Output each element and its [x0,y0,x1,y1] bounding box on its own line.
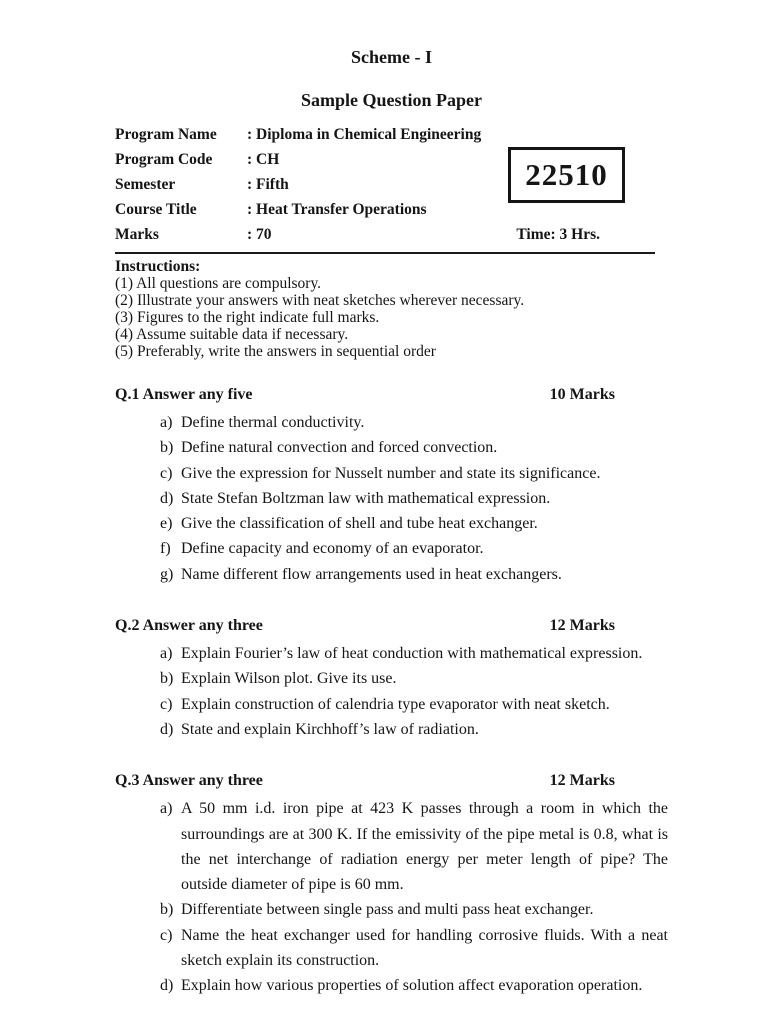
instruction-item: (4) Assume suitable data if necessary. [115,326,349,343]
question-item-label: d) [160,720,174,738]
question-item-label: g) [160,565,174,583]
question-item-label: a) [160,800,173,818]
question-item [160,923,668,974]
question-item-list [160,410,668,587]
question-item-label: b) [160,670,174,688]
question-header [115,768,668,793]
meta-value: : Heat Transfer Operations [247,201,427,218]
question-item-list [160,641,668,742]
question-item-text: Explain Wilson plot. Give its use. [181,670,397,688]
question-item [160,897,668,922]
question-heading: Q.2 Answer any three [115,617,263,635]
question-item-text: Give the expression for Nusselt number and state its significance. [181,464,601,482]
question-item [160,692,668,717]
question-item-text: Explain Fourier’s law of heat conduction with mathematical expression. [181,645,643,663]
question-item-label: c) [160,464,173,482]
question-item-label: e) [160,515,173,533]
question-item-text: State Stefan Boltzman law with mathematical expression. [181,489,551,507]
question-item [160,973,668,998]
instruction-item: (5) Preferably, write the answers in sequential order [115,343,436,360]
question-item-label: f) [160,540,171,558]
instruction-item: (1) All questions are compulsory. [115,275,322,292]
question-item-text: Define natural convection and forced convection. [181,439,498,457]
question-item [160,536,668,561]
meta-row-marks [115,222,668,247]
question-item [160,461,668,486]
question-item [160,511,668,536]
question-item [160,410,668,435]
question-item-label: b) [160,901,174,919]
question-item [160,435,668,460]
meta-label: Program Name [115,126,217,143]
question-marks: 12 Marks [549,617,615,635]
question-heading: Q.1 Answer any five [115,386,253,403]
meta-label: Course Title [115,201,197,218]
meta-value: : Diploma in Chemical Engineering [247,126,482,143]
question-item-label: a) [160,414,173,431]
meta-row-program-name [115,122,668,147]
question-item-label: d) [160,489,174,507]
course-code: 22510 [525,157,608,192]
question-item-label: c) [160,695,173,713]
question-item-text: Explain construction of calendria type evaporator with neat sketch. [181,695,610,713]
question-item-label: a) [160,645,173,663]
question-marks: 10 Marks [549,386,615,403]
question-item-text: Define thermal conductivity. [181,414,365,431]
question-header [115,382,668,407]
meta-label: Semester [115,176,176,193]
question-item [160,486,668,511]
question-item-text: Differentiate between single pass and multi pass heat exchanger. [181,901,594,919]
question-item-text: Name the heat exchanger used for handling corrosive fluids. With a neat sketch explain its construction. [181,926,668,970]
instruction-item: (2) Illustrate your answers with neat sketches wherever necessary. [115,292,525,309]
meta-value: : CH [247,151,280,168]
question-heading: Q.3 Answer any three [115,772,263,790]
header-divider [115,252,655,254]
time-allowed: Time: 3 Hrs. [516,226,600,243]
question-block-q2 [115,613,668,742]
meta-label: Program Code [115,151,213,168]
question-item [160,562,668,587]
question-marks: 12 Marks [549,772,615,790]
question-item-label: b) [160,439,174,457]
page-title: Scheme - I [351,47,432,67]
meta-value: : 70 [247,226,272,243]
question-item [160,641,668,666]
question-block-q1 [115,382,668,587]
question-item-text: Name different flow arrangements used in heat exchangers. [181,565,562,583]
question-item [160,717,668,742]
page-subtitle: Sample Question Paper [300,90,482,110]
instruction-item: (3) Figures to the right indicate full marks. [115,309,380,326]
meta-value: : Fifth [247,176,289,193]
question-item-label: c) [160,926,173,944]
question-item [160,796,668,897]
question-item [160,666,668,691]
question-item-label: d) [160,977,174,995]
question-item-list [160,796,668,998]
question-item-text: Explain how various properties of solution affect evaporation operation. [181,977,643,995]
instructions-heading: Instructions: [115,258,201,275]
question-item-text: Give the classification of shell and tube heat exchanger. [181,515,538,533]
meta-label: Marks [115,226,159,243]
question-item-text: A 50 mm i.d. iron pipe at 423 K passes through a room in which the surroundings are at 300 K. If the emissivity of the pipe metal is 0.8, what is the net interchange of radiation energy per meter length of pipe? The outside diameter of pipe is 60 mm. [181,800,668,894]
question-item-text: State and explain Kirchhoff’s law of radiation. [181,720,479,738]
question-item-text: Define capacity and economy of an evaporator. [181,540,484,558]
instructions-block [115,258,668,360]
question-header [115,613,668,638]
question-block-q3 [115,768,668,998]
course-code-box [508,147,625,203]
